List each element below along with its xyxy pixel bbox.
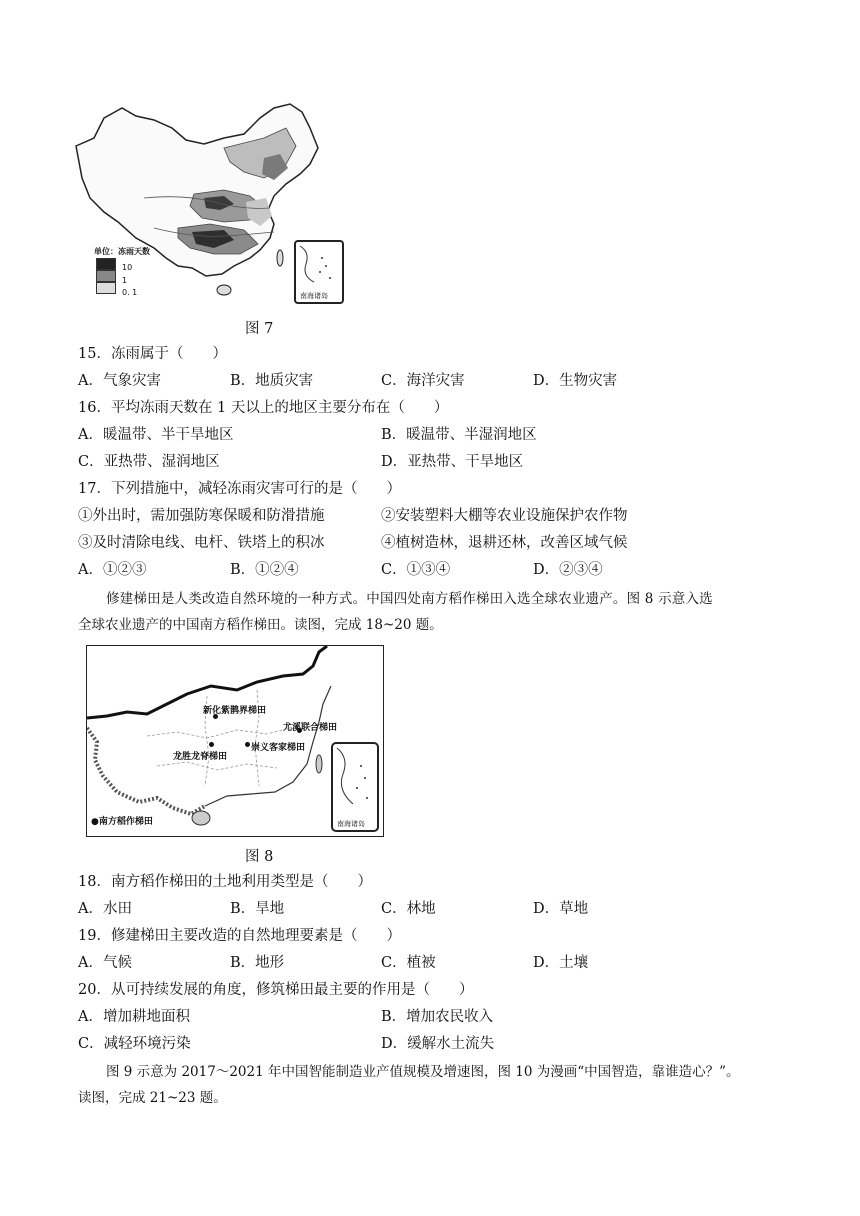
q17-statement-3: ③及时清除电线、电杆、铁塔上的积冰 xyxy=(78,535,325,551)
q16-option-a[interactable]: A．暖温带、半干旱地区 xyxy=(78,427,234,443)
q17-option-d[interactable]: D．②③④ xyxy=(533,562,603,578)
legend-unit: 单位：冻雨天数 xyxy=(94,247,150,256)
figure8-caption: 图 8 xyxy=(245,849,274,865)
intro-18-20-line2: 全球农业遗产的中国南方稻作梯田。读图，完成 18~20 题。 xyxy=(78,617,443,633)
q17-option-c[interactable]: C．①③④ xyxy=(381,562,451,578)
inset-map xyxy=(296,242,342,292)
inset-label: 南海诸岛 xyxy=(300,292,328,300)
intro-21-23-line2: 读图，完成 21~23 题。 xyxy=(78,1090,227,1106)
legend-swatch-high xyxy=(96,258,116,270)
legend-value-2: 1 xyxy=(122,276,128,285)
legend-box xyxy=(96,258,114,294)
q19-option-b[interactable]: B．地形 xyxy=(230,955,285,971)
terrace-dot-chongyi xyxy=(245,742,250,747)
q16-option-b[interactable]: B．暖温带、半湿润地区 xyxy=(381,427,537,443)
q18-option-b[interactable]: B．旱地 xyxy=(230,901,285,917)
label-chongyi-terrace: 崇义客家梯田 xyxy=(251,743,306,753)
q20-option-a[interactable]: A．增加耕地面积 xyxy=(78,1009,190,1025)
legend-value-1: 10 xyxy=(122,263,133,272)
legend-swatch-low xyxy=(96,282,116,294)
south-china-sea-inset xyxy=(294,240,344,304)
q15-option-b[interactable]: B．地质灾害 xyxy=(230,373,314,389)
label-xinhua-terrace: 新化紫鹊界梯田 xyxy=(203,706,267,716)
intro-18-20-line1: 修建梯田是人类改造自然环境的一种方式。中国四处南方稻作梯田入选全球农业遗产。图 8 示意入选 xyxy=(106,591,713,607)
q15-option-d[interactable]: D．生物灾害 xyxy=(533,373,618,389)
figure8-inset-map xyxy=(333,744,377,816)
q15-option-c[interactable]: C．海洋灾害 xyxy=(381,373,465,389)
q20-option-c[interactable]: C．减轻环境污染 xyxy=(78,1036,191,1052)
q18-stem: 18．南方稻作梯田的土地利用类型是（ ） xyxy=(78,874,372,890)
q17-option-a[interactable]: A．①②③ xyxy=(78,562,147,578)
figure8-map xyxy=(86,645,384,837)
q15-stem: 15．冻雨属于（ ） xyxy=(78,346,227,362)
q18-option-a[interactable]: A．水田 xyxy=(78,901,132,917)
q19-option-c[interactable]: C．植被 xyxy=(381,955,436,971)
q17-option-b[interactable]: B．①②④ xyxy=(230,562,299,578)
q17-stem: 17．下列措施中，减轻冻雨灾害可行的是（ ） xyxy=(78,481,401,497)
figure7-caption: 图 7 xyxy=(245,321,274,337)
figure8-inset xyxy=(331,742,379,832)
q19-option-a[interactable]: A．气候 xyxy=(78,955,132,971)
q18-option-c[interactable]: C．林地 xyxy=(381,901,436,917)
q17-statement-2: ②安装塑料大棚等农业设施保护农作物 xyxy=(381,508,628,524)
legend-value-3: 0. 1 xyxy=(122,288,138,297)
q15-option-a[interactable]: A．气象灾害 xyxy=(78,373,161,389)
label-longsheng-terrace: 龙胜龙脊梯田 xyxy=(173,752,228,762)
q19-option-d[interactable]: D．土壤 xyxy=(533,955,589,971)
q16-stem: 16．平均冻雨天数在 1 天以上的地区主要分布在（ ） xyxy=(78,400,449,416)
q20-option-b[interactable]: B．增加农民收入 xyxy=(381,1009,494,1025)
legend-swatch-mid xyxy=(96,270,116,282)
figure7-map xyxy=(74,98,346,304)
q16-option-d[interactable]: D．亚热带、干旱地区 xyxy=(381,454,524,470)
q20-stem: 20．从可持续发展的角度，修筑梯田最主要的作用是（ ） xyxy=(78,982,474,998)
q17-statement-1: ①外出时，需加强防寒保暖和防滑措施 xyxy=(78,508,325,524)
legend-terrace: ●南方稻作梯田 xyxy=(91,817,153,827)
q20-option-d[interactable]: D．缓解水土流失 xyxy=(381,1036,495,1052)
intro-21-23-line1: 图 9 示意为 2017～2021 年中国智能制造业产值规模及增速图，图 10 为漫画“中国智造，靠谁造心？”。 xyxy=(106,1064,740,1080)
q17-statement-4: ④植树造林，退耕还林，改善区域气候 xyxy=(381,535,628,551)
q19-stem: 19．修建梯田主要改造的自然地理要素是（ ） xyxy=(78,928,401,944)
figure8-inset-label: 南海诸岛 xyxy=(337,820,365,828)
q18-option-d[interactable]: D．草地 xyxy=(533,901,589,917)
label-youxi-terrace: 尤溪联合梯田 xyxy=(283,723,338,733)
q16-option-c[interactable]: C．亚热带、湿润地区 xyxy=(78,454,220,470)
terrace-dot-longsheng xyxy=(209,742,214,747)
